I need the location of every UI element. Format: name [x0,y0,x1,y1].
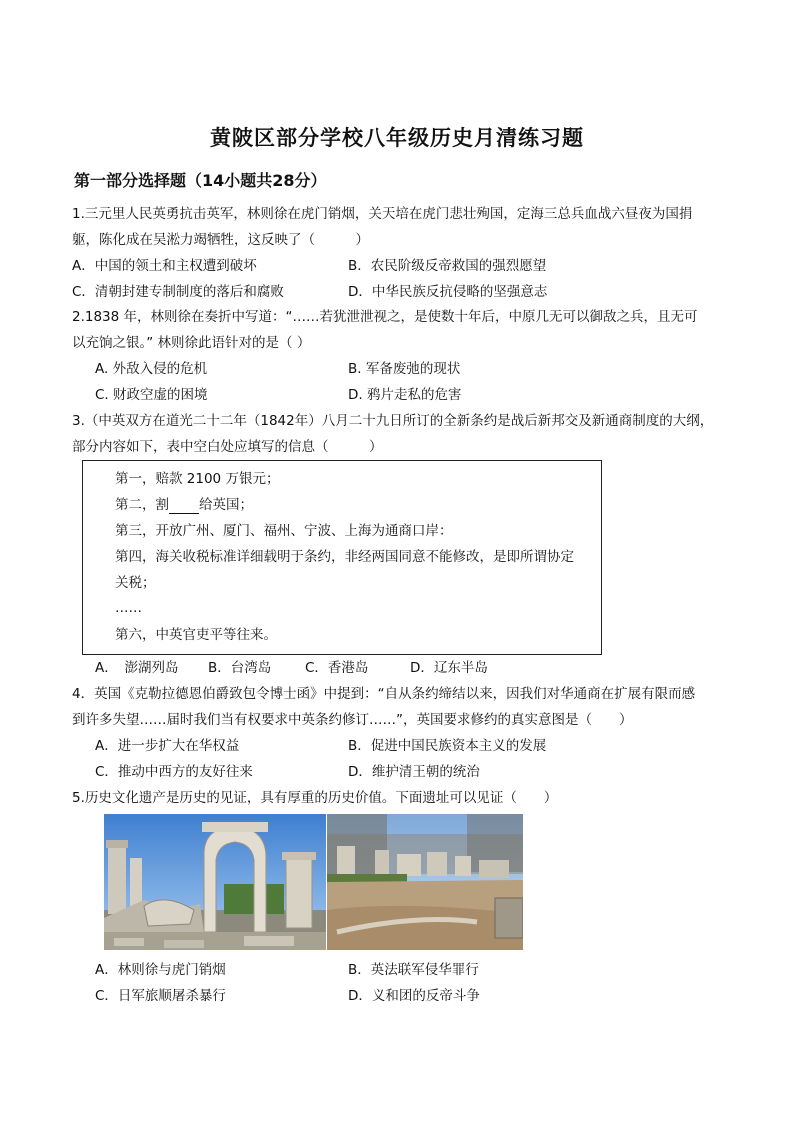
q1-stem-line2: 躯，陈化成在吴淞力竭牺牲，这反映了（ ） [72,232,369,248]
q3-stem-line1: 3.（中英双方在道光二十二年（1842年）八月二十九日所订的全新条约是战后新邦交及新通商制度的大纲， [72,413,714,429]
q2-option-d[interactable]: D. 鸦片走私的危害 [348,387,462,403]
q2-stem-line2: 以充饷之银。” 林则徐此语针对的是（ ） [72,335,311,351]
treaty-clause-1: 第一，赔款 2100 万银元； [115,471,280,487]
treaty-clause-6: 第六，中英官吏平等往来。 [115,627,277,643]
fill-in-blank [169,499,199,514]
q1-option-d[interactable]: D．中华民族反抗侵略的坚强意志 [348,284,548,300]
ruins-archway-photo [104,814,326,950]
section-heading: 第一部分选择题（14小题共28分） [74,171,327,190]
treaty-clause-4-cont: 关税； [115,575,156,591]
treaty-clause-2-prefix: 第二，割 [115,497,169,513]
q3-option-d[interactable]: D．辽东半岛 [410,660,488,676]
q4-option-a[interactable]: A．进一步扩大在华权益 [95,738,240,754]
treaty-clause-3: 第三，开放广州、厦门、福州、宁波、上海为通商口岸： [115,523,453,539]
q5-option-a[interactable]: A．林则徐与虎门销烟 [95,962,226,978]
q5-stem: 5.历史文化遗产是历史的见证，具有厚重的历史价值。下面遗址可以见证（ ） [72,790,558,806]
ruins-site-photo [327,814,523,950]
q3-option-b[interactable]: B．台湾岛 [208,660,272,676]
q4-stem-line1: 4．英国《克勒拉德恩伯爵致包令博士函》中提到：“自从条约缔结以来，因我们对华通商在扩展有限而感 [72,686,696,702]
q3-stem-line2: 部分内容如下，表中空白处应填写的信息（ ） [72,439,383,455]
treaty-ellipsis: …… [115,600,142,616]
q2-option-c[interactable]: C. 财政空虚的困境 [95,387,208,403]
q2-option-b[interactable]: B. 军备废弛的现状 [348,361,461,377]
q2-option-a[interactable]: A. 外敌入侵的危机 [95,361,208,377]
q4-option-d[interactable]: D．维护清王朝的统治 [348,764,480,780]
q1-stem-line1: 1.三元里人民英勇抗击英军，林则徐在虎门销烟，关天培在虎门悲壮殉国，定海三总兵血战六昼夜为国捐 [72,206,693,222]
q1-option-a[interactable]: A．中国的领土和主权遭到破坏 [72,258,257,274]
q2-stem-line1: 2.1838 年，林则徐在奏折中写道：“……若犹泄泄视之，是使数十年后，中原几无可以御敌之兵，且无可 [72,309,698,325]
treaty-clause-2-suffix: 给英国； [199,497,253,513]
exam-title: 黄陂区部分学校八年级历史月清练习题 [210,125,584,150]
q4-stem-line2: 到许多失望……届时我们当有权要求中英条约修订……”，英国要求修约的真实意图是（ ） [72,712,633,728]
q1-option-b[interactable]: B．农民阶级反帝救国的强烈愿望 [348,258,547,274]
treaty-clause-4: 第四，海关收税标准详细载明于条约，非经两国同意不能修改，是即所谓协定 [115,549,574,565]
q1-option-c[interactable]: C．清朝封建专制制度的落后和腐败 [72,284,284,300]
treaty-clause-2 [115,496,253,514]
q5-option-b[interactable]: B．英法联军侵华罪行 [348,962,479,978]
q4-option-b[interactable]: B．促进中国民族资本主义的发展 [348,738,547,754]
q5-option-d[interactable]: D．义和团的反帝斗争 [348,988,480,1004]
q3-option-a[interactable]: A． 澎湖列岛 [95,660,179,676]
q4-option-c[interactable]: C．推动中西方的友好往来 [95,764,253,780]
q5-option-c[interactable]: C．日军旅顺屠杀暴行 [95,988,226,1004]
q3-option-c[interactable]: C．香港岛 [305,660,369,676]
